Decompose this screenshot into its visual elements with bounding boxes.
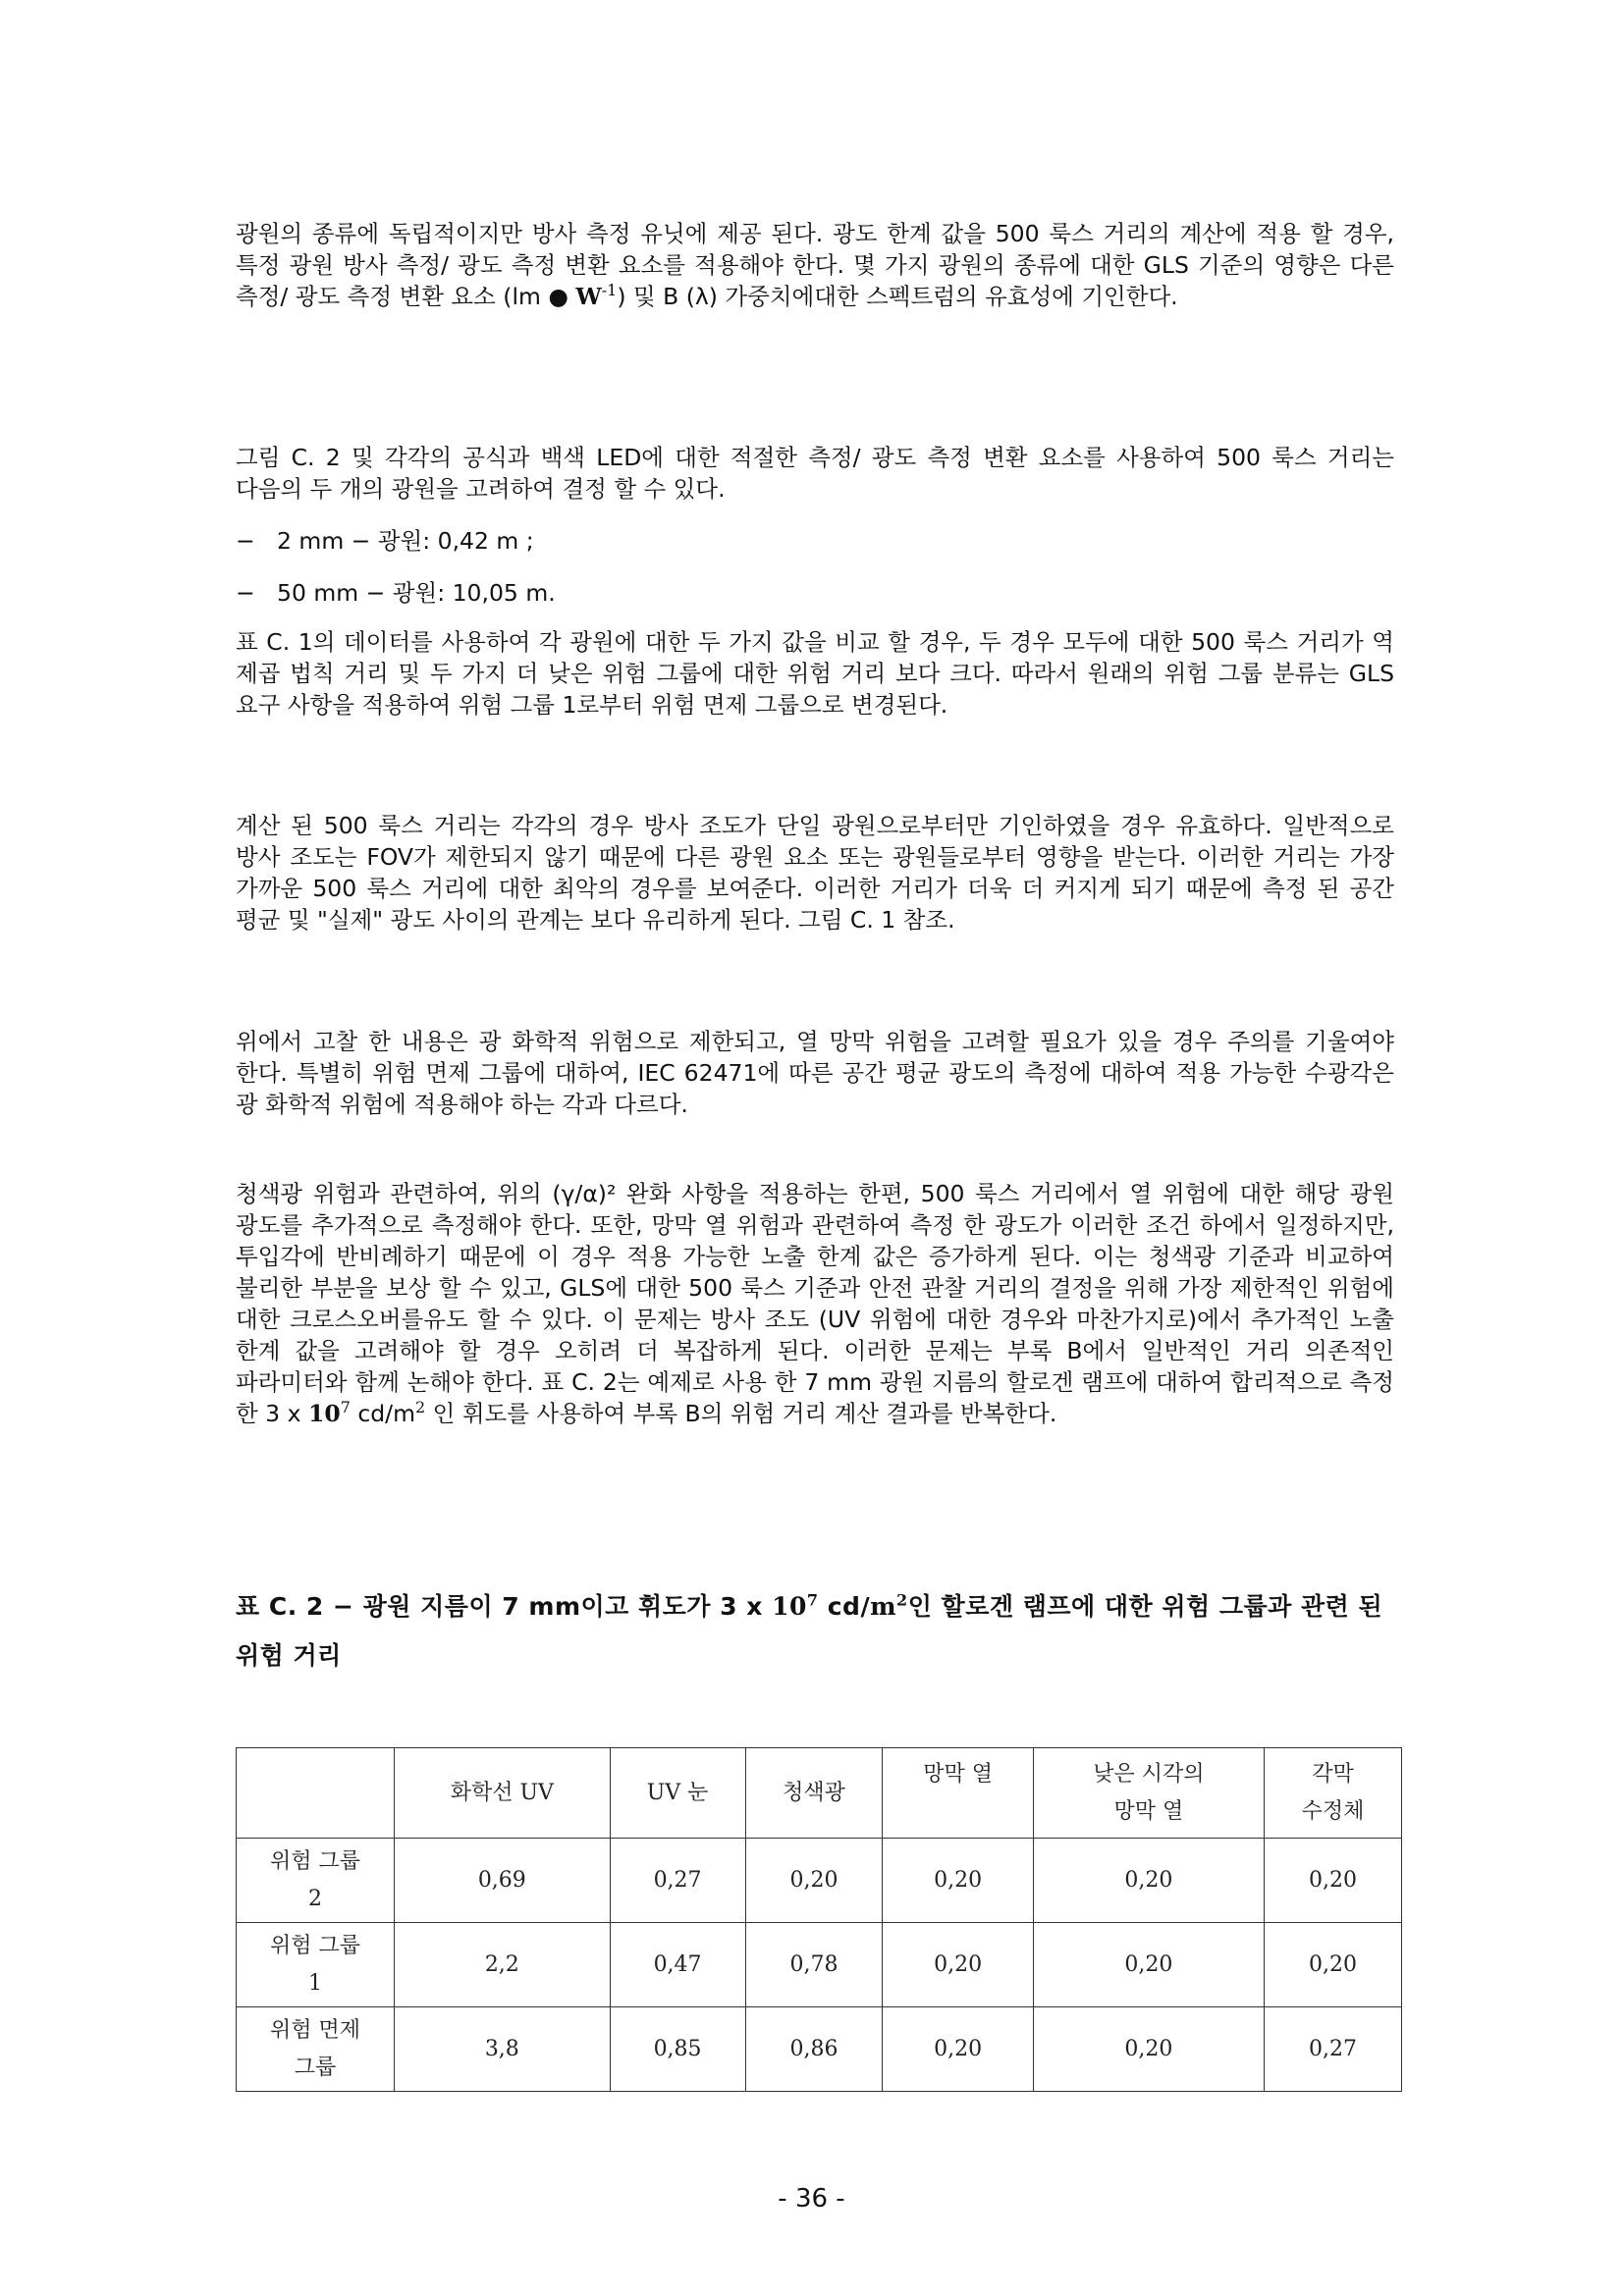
table-cell: 0,86 <box>745 2007 883 2092</box>
paragraph-4: 계산 된 500 룩스 거리는 각각의 경우 방사 조도가 단일 광원으로부터만 기인하였을 경우 유효하다. 일반적으로 방사 조도는 FOV가 제한되지 않기 때문에 다른 광원 요소 또는 광원들로부터 영향을 받는다. 이러한 거리는 가장 가까운 500 룩스 거리에 대한 최악의 경우를 보여준다. 이러한 거리가 더욱 더 커지게 되기 때문에 측정 된 공간 평균 및 "실제" 광도 사이의 관계는 보다 유리하게 된다. 그림 C. 1 참조. <box>236 812 1394 934</box>
list-item-text: 2 mm − 광원: 0,42 m ; <box>277 527 534 555</box>
list-item-text: 50 mm − 광원: 10,05 m. <box>277 579 556 607</box>
table-cell: 0,20 <box>745 1839 883 1923</box>
table-header-cell: 청색광 <box>745 1748 883 1839</box>
table-header-cell: 각막 수정체 <box>1265 1748 1402 1839</box>
list-dash: − <box>236 527 255 555</box>
table-cell: 0,20 <box>1033 1923 1264 2007</box>
list-item <box>236 577 556 609</box>
hazard-distance-table <box>236 1747 1402 2092</box>
unit-w-exponent: -1 <box>601 281 618 300</box>
paragraph-5: 위에서 고찰 한 내용은 광 화학적 위험으로 제한되고, 열 망막 위험을 고려할 필요가 있을 경우 주의를 기울여야 한다. 특별히 위험 면제 그룹에 대하여, IEC 62471에 따른 공간 평균 광도의 측정에 대하여 적용 가능한 수광각은 광 화학적 위험에 적용해야 하는 각과 다르다. <box>236 1028 1394 1118</box>
paragraph-6-text: 청색광 위험과 관련하여, 위의 (γ/α)² 완화 사항을 적용하는 한편, 500 룩스 거리에서 열 위험에 대한 해당 광원 광도를 추가적으로 측정해야 한다. 또한, 망막 열 위험과 관련하여 측정 한 광도가 이러한 조건 하에서 일정하지만, 투입각에 반비례하기 때문에 이 경우 적용 가능한 노출 한계 값은 증가하게 된다. 이는 청색광 기준과 비교하여 불리한 부분을 보상 할 수 있고, GLS에 대한 500 룩스 기준과 안전 관찰 거리의 결정을 위해 가장 제한적인 위험에 대한 크로스오버를유도 할 수 있다. 이 문제는 방사 조도 (UV 위험에 대한 경우와 마찬가지로)에서 추가적인 노출 한계 값을 고려해야 할 경우 오히려 더 복잡하게 된다. 이러한 문제는 부록 B에서 일반적인 거리 의존적인 파라미터와 함께 논해야 한다. 표 C. 2는 예제로 사용 한 7 mm 광원 지름의 할로겐 램프에 대하여 합리적으로 측정 한 3 x <box>236 1180 1394 1427</box>
table-cell: 0,20 <box>883 1923 1033 2007</box>
paragraph-1-text: 광원의 종류에 독립적이지만 방사 측정 유닛에 제공 된다. 광도 한계 값을 500 룩스 거리의 계산에 적용 할 경우, 특정 광원 방사 측정/ 광도 측정 변환 요소를 적용해야 한다. 몇 가지 광원의 종류에 대한 GLS 기준의 영향은 다른 측정/ 광도 측정 변환 요소 (lm ● <box>236 220 1394 310</box>
table-cell: 0,47 <box>610 1923 745 2007</box>
table-cell: 0,27 <box>1265 2007 1402 2092</box>
list-item <box>236 525 534 557</box>
row-label: 위험 그룹 2 <box>237 1839 395 1923</box>
paragraph-6-tail: 인 휘도를 사용하여 부록 B의 위험 거리 계산 결과를 반복한다. <box>425 1400 1057 1427</box>
caption-text-tail: 인 할로겐 램프에 대한 위험 그룹과 관련 된 위험 거리 <box>236 1592 1383 1670</box>
row-label: 위험 그룹 1 <box>237 1923 395 2007</box>
page-number: - 36 - <box>778 2184 845 2214</box>
paragraph-2: 그림 C. 2 및 각각의 공식과 백색 LED에 대한 적절한 측정/ 광도 측정 변환 요소를 사용하여 500 룩스 거리는 다음의 두 개의 광원을 고려하여 결정 할 수 있다. <box>236 444 1394 503</box>
paragraph-3: 표 C. 1의 데이터를 사용하여 각 광원에 대한 두 가지 값을 비교 할 경우, 두 경우 모두에 대한 500 룩스 거리가 역 제곱 법칙 거리 및 두 가지 더 낮은 위험 그룹에 대한 위험 거리 보다 크다. 따라서 원래의 위험 그룹 분류는 GLS 요구 사항을 적용하여 위험 그룹 1로부터 위험 면제 그룹으로 변경된다. <box>236 628 1394 719</box>
table-row <box>237 2007 1402 2092</box>
table-header-row <box>237 1748 1402 1839</box>
luminance-unit: cd/m <box>350 1400 415 1427</box>
table-caption <box>236 1582 1399 1681</box>
table-cell: 0,20 <box>1265 1839 1402 1923</box>
caption-power-base: 10 <box>772 1592 807 1621</box>
caption-unit: cd/ <box>818 1592 871 1621</box>
table-header-cell: 낮은 시각의 망막 열 <box>1033 1748 1264 1839</box>
luminance-unit-exponent: 2 <box>415 1398 426 1417</box>
table-cell: 0,27 <box>610 1839 745 1923</box>
table-cell: 0,20 <box>883 2007 1033 2092</box>
caption-text: 표 C. 2 − 광원 지름이 7 mm이고 휘도가 3 x <box>236 1592 773 1621</box>
table-cell: 0,85 <box>610 2007 745 2092</box>
table-cell: 0,78 <box>745 1923 883 2007</box>
power-base: 10 <box>307 1400 341 1427</box>
list-dash: − <box>236 579 255 607</box>
table-cell: 0,20 <box>883 1839 1033 1923</box>
power-exponent: 7 <box>340 1398 351 1417</box>
table-cell: 0,20 <box>1033 2007 1264 2092</box>
table-header-cell: 망막 열 <box>883 1748 1033 1839</box>
table-cell: 0,20 <box>1265 1923 1402 2007</box>
table-cell: 2,2 <box>395 1923 611 2007</box>
caption-unit-m: m <box>870 1592 897 1621</box>
paragraph-6 <box>236 1178 1394 1429</box>
table-cell: 3,8 <box>395 2007 611 2092</box>
paragraph-1 <box>236 218 1394 312</box>
table-header-cell: UV 눈 <box>610 1748 745 1839</box>
caption-power-exponent: 7 <box>806 1590 819 1610</box>
unit-w: W <box>575 283 602 310</box>
table-row <box>237 1839 1402 1923</box>
paragraph-1-tail: ) 및 B (λ) 가중치에대한 스펙트럼의 유효성에 기인한다. <box>617 283 1178 310</box>
table-cell: 0,20 <box>1033 1839 1264 1923</box>
caption-unit-exponent: 2 <box>896 1590 908 1610</box>
row-label: 위험 면제 그룹 <box>237 2007 395 2092</box>
table-header-cell <box>237 1748 395 1839</box>
table-cell: 0,69 <box>395 1839 611 1923</box>
table-row <box>237 1923 1402 2007</box>
table-header-cell: 화학선 UV <box>395 1748 611 1839</box>
